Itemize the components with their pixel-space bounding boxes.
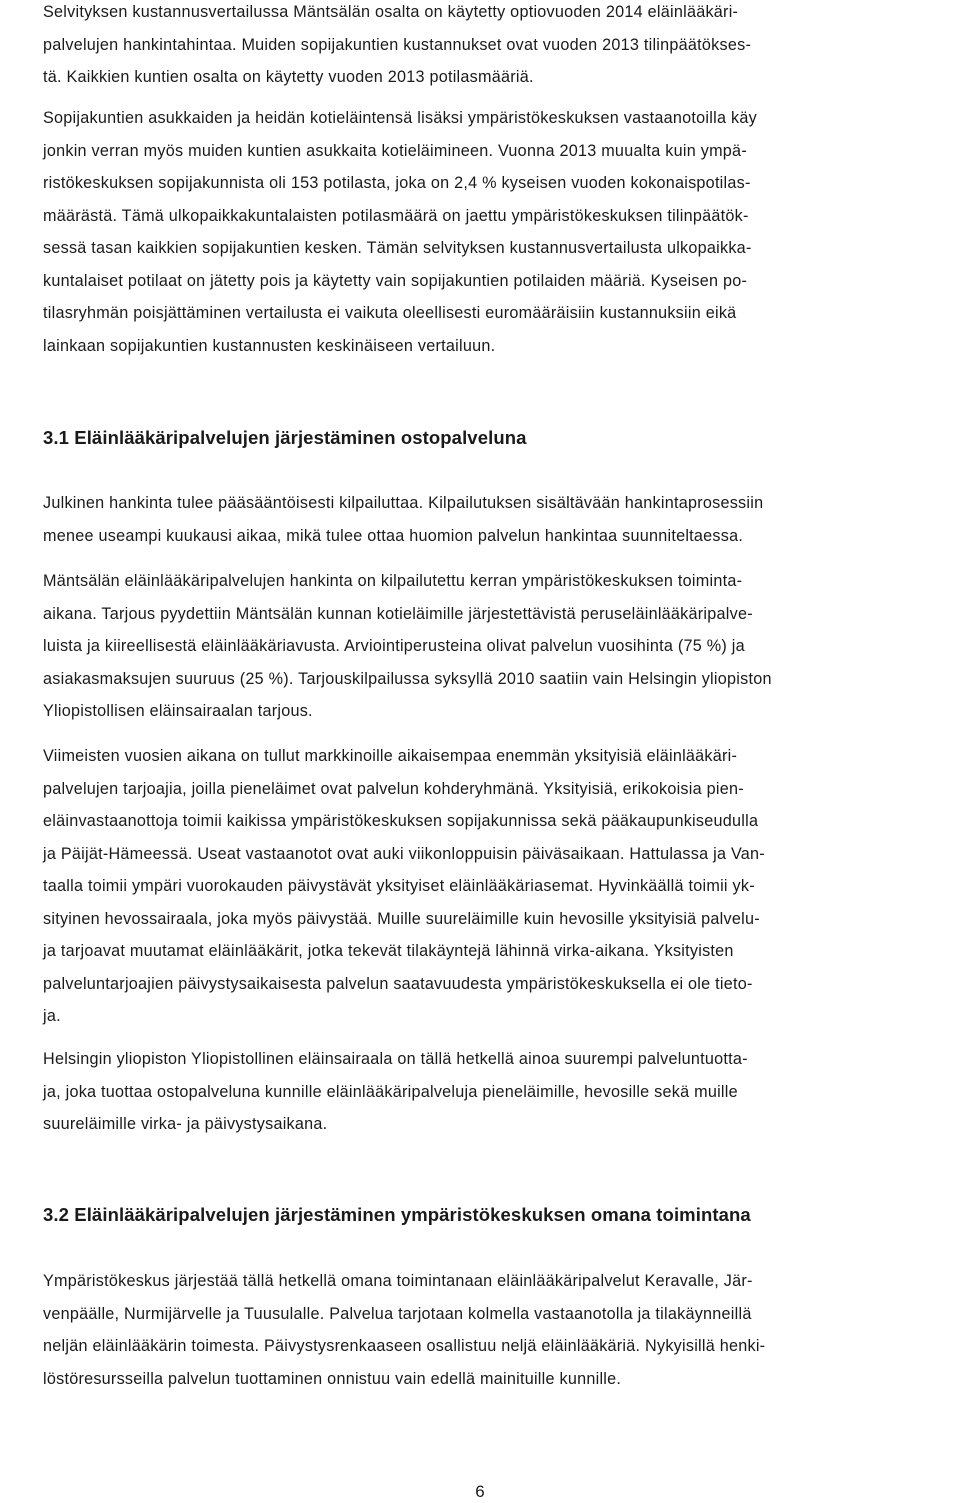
text-line: Viimeisten vuosien aikana on tullut markkinoille aikaisempaa enemmän yksityisiä eläinlääkäri- xyxy=(43,747,738,765)
text-line: ja tarjoavat muutamat eläinlääkärit, jotka tekevät tilakäyntejä lähinnä virka-aikana. Yksityisten xyxy=(43,942,734,960)
text-line: palvelujen tarjoajia, joilla pieneläimet ovat palvelun kohderyhmänä. Yksityisiä, erikokoisia pien- xyxy=(43,779,744,798)
intro-paragraph xyxy=(43,0,955,94)
section-3-1-paragraph-2 xyxy=(43,565,955,728)
text-line: aikana. Tarjous pyydettiin Mäntsälän kunnan kotieläimille järjestettävistä peruseläinlääkäripalve- xyxy=(43,604,753,623)
text-line: eläinvastaanottoja toimii kaikissa ympäristökeskuksen sopijakunnissa sekä pääkaupunkiseudulla xyxy=(43,812,759,830)
text-line: venpäälle, Nurmijärvelle ja Tuusulalle. Palvelua tarjotaan kolmella vastaanotolla ja tilakäynneillä xyxy=(43,1304,752,1323)
text-line: palvelujen hankintahintaa. Muiden sopijakuntien kustannukset ovat vuoden 2013 tilinpäätökses- xyxy=(43,35,752,54)
text-line: luista ja kiireellisestä eläinlääkäriavusta. Arviointiperusteina olivat palvelun vuosihinta (75 %) ja xyxy=(43,637,745,655)
text-line: sessä tasan kaikkien sopijakuntien kesken. Tämän selvityksen kustannusvertailusta ulkopaikka- xyxy=(43,239,752,257)
sopijakuntien-paragraph xyxy=(43,102,955,362)
text-line: menee useampi kuukausi aikaa, mikä tulee ottaa huomion palvelun hankintaa suunniteltaessa. xyxy=(43,526,744,545)
text-line: Selvityksen kustannusvertailussa Mäntsälän osalta on käytetty optiovuoden 2014 eläinlääkäri- xyxy=(43,3,739,21)
text-line: Helsingin yliopiston Yliopistollinen eläinsairaala on tällä hetkellä ainoa suurempi palveluntuotta- xyxy=(43,1050,748,1068)
text-line: ja. xyxy=(43,1007,61,1025)
text-line: ja Päijät-Hämeessä. Useat vastaanotot ovat auki viikonloppuisin päiväsaikaan. Hattulassa ja Van- xyxy=(43,844,765,863)
section-heading-3-1: 3.1 Eläinlääkäripalvelujen järjestäminen ostopalveluna xyxy=(43,427,527,448)
text-line: kuntalaiset potilaat on jätetty pois ja käytetty vain sopijakuntien potilaiden määriä. Kyseisen po- xyxy=(43,271,748,290)
text-line: suureläimille virka- ja päivystysaikana. xyxy=(43,1115,328,1133)
text-line: Mäntsälän eläinlääkäripalvelujen hankinta on kilpailutettu kerran ympäristökeskuksen toiminta- xyxy=(43,572,743,590)
text-line: palveluntarjoajien päivystysaikaisesta palvelun saatavuudesta ympäristökeskuksella ei ole tieto- xyxy=(43,974,753,993)
text-line: taalla toimii ympäri vuorokauden päivystävät yksityiset eläinlääkäriasemat. Hyvinkäällä toimii yk- xyxy=(43,877,755,895)
text-line: tilasryhmän poisjättäminen vertailusta ei vaikuta oleellisesti euromääräisiin kustannuksiin eikä xyxy=(43,304,737,322)
section-3-2-paragraph-1 xyxy=(43,1265,955,1395)
text-line: Yliopistollisen eläinsairaalan tarjous. xyxy=(43,702,313,720)
text-line: neljän eläinlääkärin toimesta. Päivystysrenkaaseen osallistuu neljä eläinlääkäriä. Nykyisillä henki- xyxy=(43,1337,766,1355)
text-line: lainkaan sopijakuntien kustannusten keskinäiseen vertailuun. xyxy=(43,336,496,355)
section-heading-3-2: 3.2 Eläinlääkäripalvelujen järjestäminen ympäristökeskuksen omana toimintana xyxy=(43,1204,751,1225)
text-line: tä. Kaikkien kuntien osalta on käytetty vuoden 2013 potilasmääriä. xyxy=(43,68,534,86)
text-line: määrästä. Tämä ulkopaikkakuntalaisten potilasmäärä on jaettu ympäristökeskuksen tilinpäätök- xyxy=(43,206,749,225)
text-line: Ympäristökeskus järjestää tällä hetkellä omana toimintanaan eläinlääkäripalvelut Keravalle, Jär- xyxy=(43,1272,753,1290)
text-line: jonkin verran myös muiden kuntien asukkaita kotieläimineen. Vuonna 2013 muualta kuin ympä- xyxy=(43,141,747,160)
text-line: Sopijakuntien asukkaiden ja heidän kotieläintensä lisäksi ympäristökeskuksen vastaanotoilla käy xyxy=(43,109,757,127)
text-line: ja, joka tuottaa ostopalveluna kunnille eläinlääkäripalveluja pieneläimille, hevosille sekä muille xyxy=(43,1082,738,1101)
text-line: sityinen hevossairaala, joka myös päivystää. Muille suureläimille kuin hevosille yksityisiä palvelu- xyxy=(43,909,760,928)
text-line: asiakasmaksujen suuruus (25 %). Tarjouskilpailussa syksyllä 2010 saatiin vain Helsingin yliopiston xyxy=(43,669,772,688)
text-line: löstöresursseilla palvelun tuottaminen onnistuu vain edellä mainituille kunnille. xyxy=(43,1369,622,1388)
section-3-1-paragraph-3 xyxy=(43,740,955,1033)
text-line: Julkinen hankinta tulee pääsääntöisesti kilpailuttaa. Kilpailutuksen sisältävään hankintaprosessiin xyxy=(43,494,764,512)
section-3-1-paragraph-1 xyxy=(43,487,955,552)
section-3-1-paragraph-4 xyxy=(43,1043,955,1141)
text-line: ristökeskuksen sopijakunnista oli 153 potilasta, joka on 2,4 % kyseisen vuoden kokonaispotilas- xyxy=(43,174,751,192)
page-number: 6 xyxy=(475,1482,485,1501)
